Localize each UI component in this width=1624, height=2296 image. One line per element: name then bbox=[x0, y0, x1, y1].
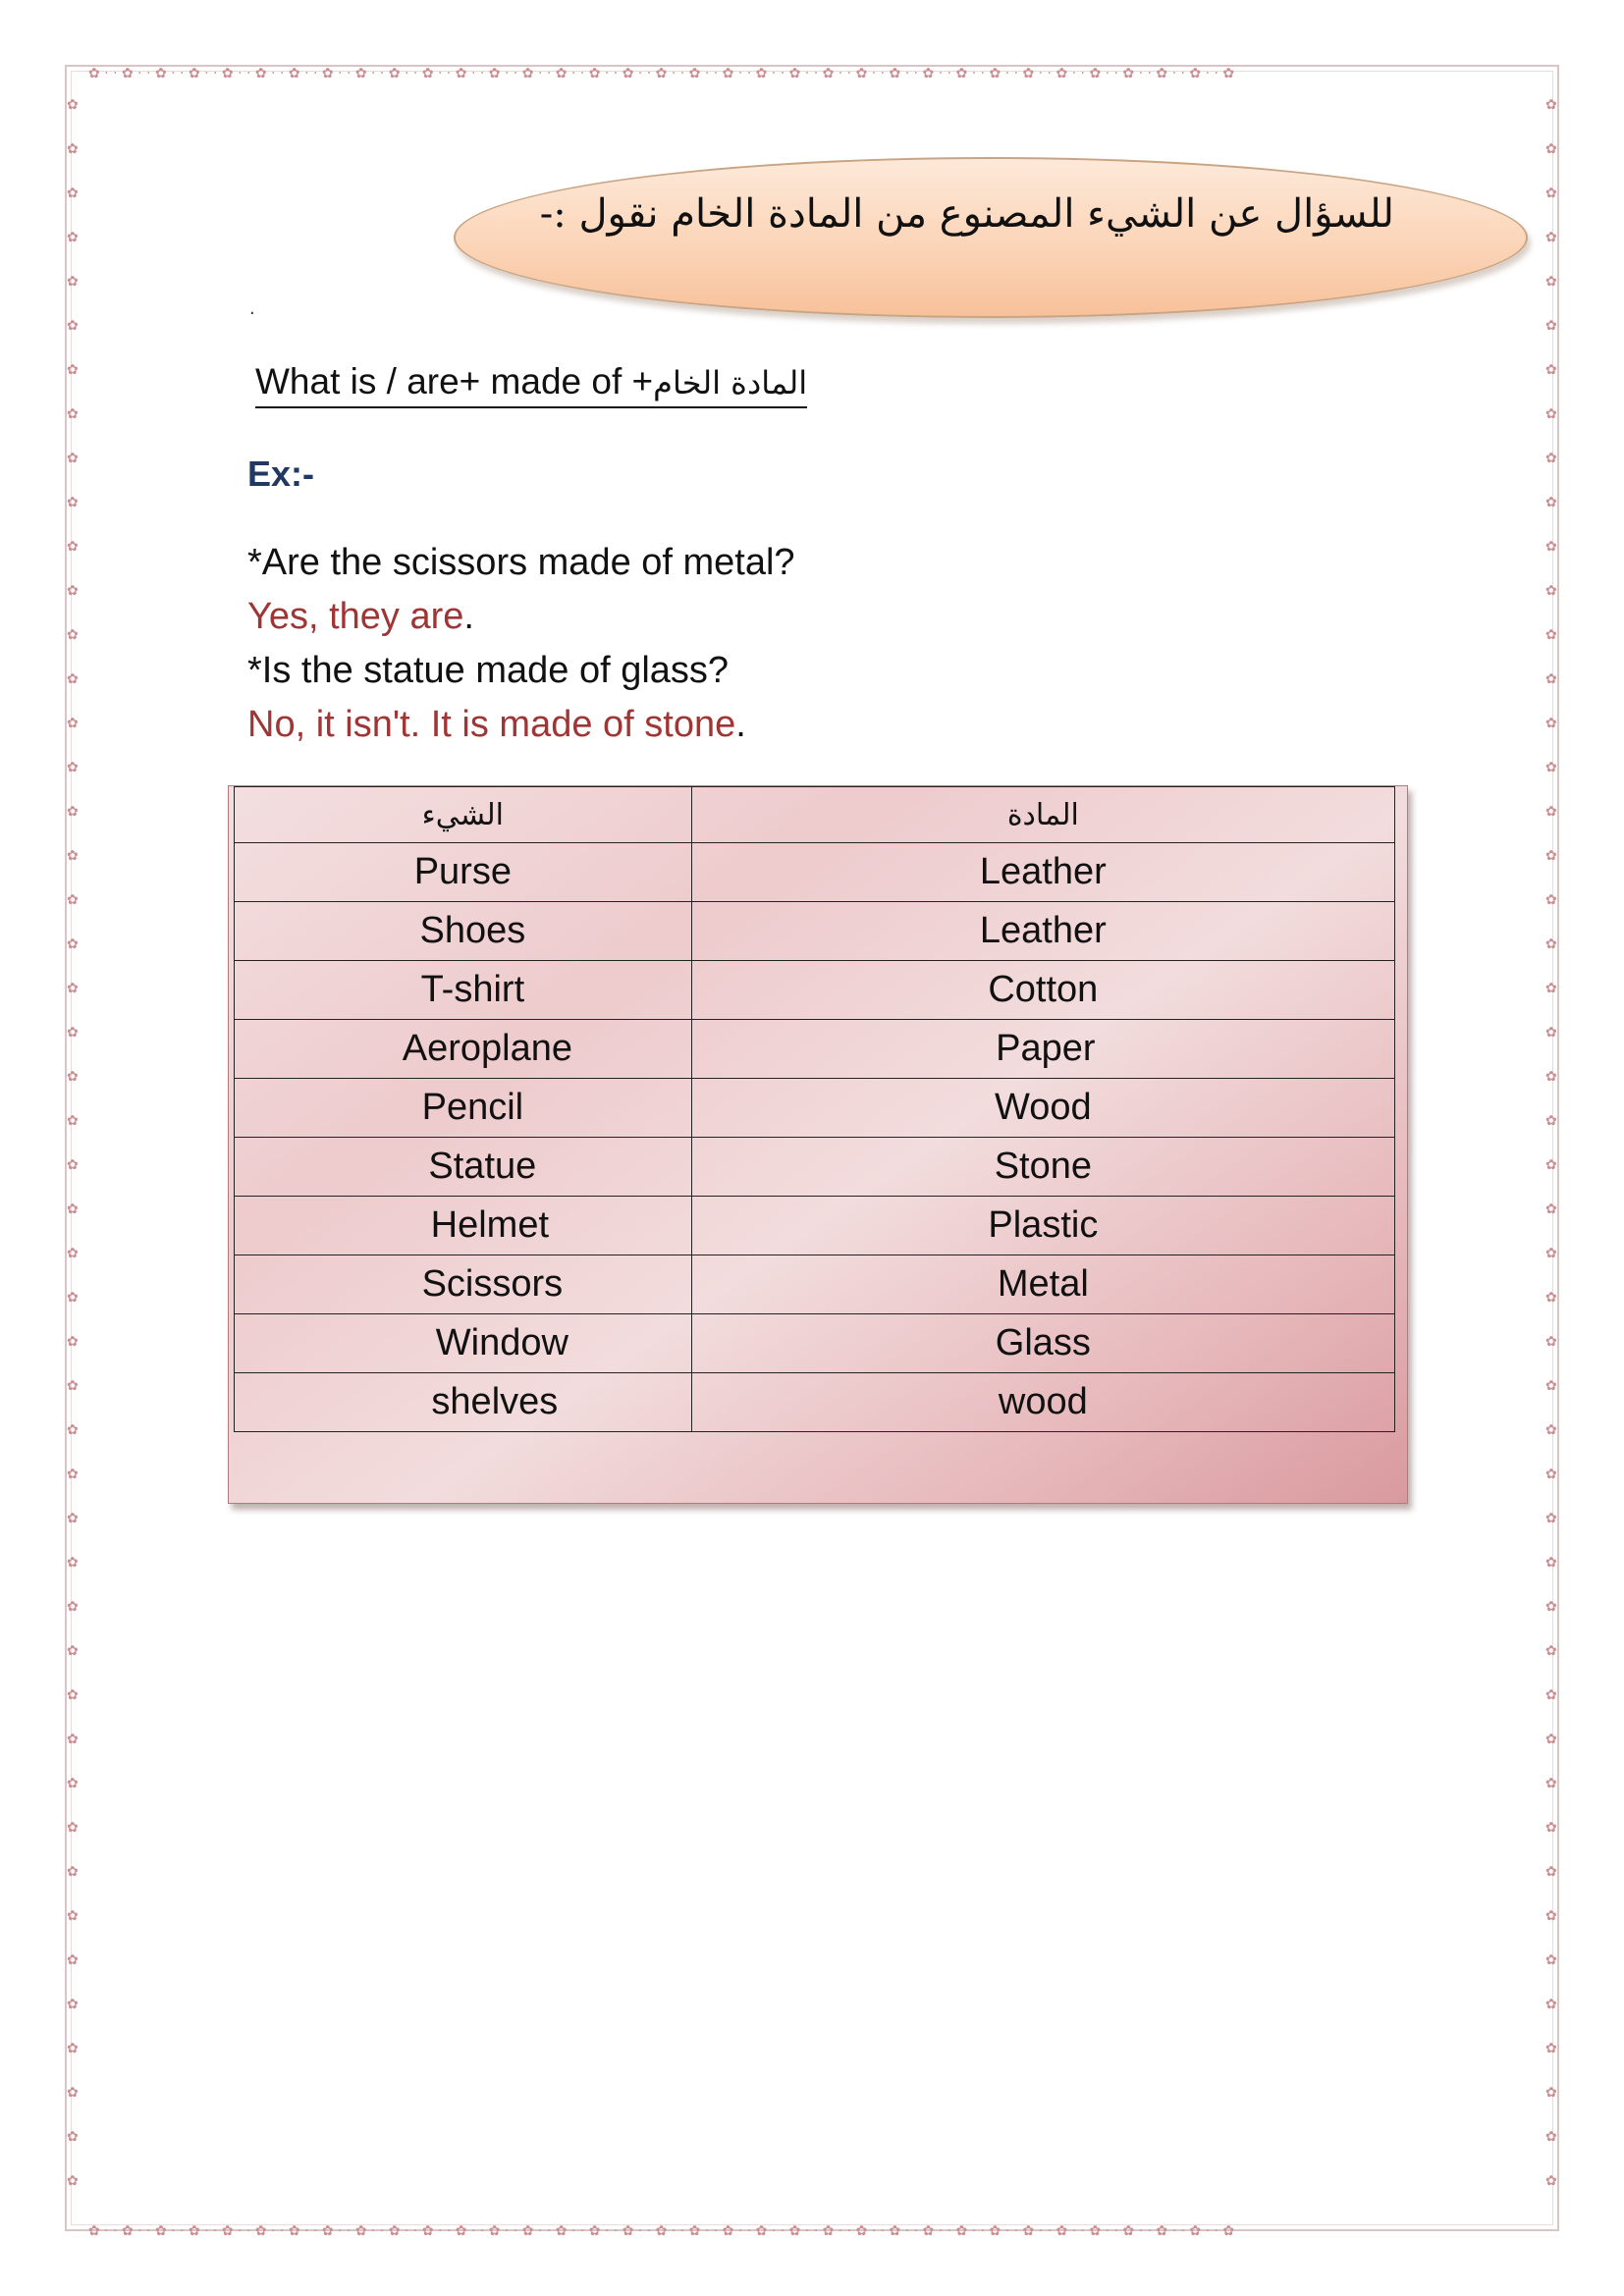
cell-object: Helmet bbox=[235, 1197, 692, 1255]
cell-material: Glass bbox=[691, 1314, 1394, 1373]
cell-object: Scissors bbox=[235, 1255, 692, 1314]
example-answer-1 bbox=[247, 596, 474, 638]
cell-material: Wood bbox=[691, 1079, 1394, 1138]
header-material: المادة bbox=[691, 787, 1394, 843]
cell-material: Plastic bbox=[691, 1197, 1394, 1255]
cell-material: Leather bbox=[691, 902, 1394, 961]
example-answer-2 bbox=[247, 704, 746, 746]
header-object: الشيء bbox=[235, 787, 692, 843]
cell-object: Window bbox=[235, 1314, 692, 1373]
table-row bbox=[235, 843, 1395, 902]
table-row bbox=[235, 1138, 1395, 1197]
cell-object: T-shirt bbox=[235, 961, 692, 1020]
cell-object: Statue bbox=[235, 1138, 692, 1197]
answer-period: . bbox=[735, 704, 746, 745]
cell-object: Pencil bbox=[235, 1079, 692, 1138]
border-dots-bottom: ✿ · · ✿ · · ✿ · · ✿ · · ✿ · · ✿ · · ✿ · · ✿ · · ✿ · · ✿ · · ✿ · · ✿ · · ✿ · · ✿ · · ✿ · · ✿ · · ✿ · · ✿ · · ✿ · · ✿ · · ✿ · · ✿ · · ✿ · · ✿ · · ✿ · · ✿ · · ✿ · · ✿ · · ✿ · · ✿ · · ✿ · · ✿ · · ✿ · · ✿ · · ✿ bbox=[88, 2223, 1235, 2239]
answer-text: No, it isn't. It is made of stone bbox=[247, 704, 736, 745]
border-dots-right: ✿ ✿ ✿ ✿ ✿ ✿ ✿ ✿ ✿ ✿ ✿ ✿ ✿ ✿ ✿ ✿ ✿ ✿ ✿ ✿ ✿ ✿ ✿ ✿ ✿ ✿ ✿ ✿ ✿ ✿ ✿ ✿ ✿ ✿ ✿ ✿ ✿ ✿ ✿ ✿ ✿ ✿ ✿ ✿ ✿ ✿ ✿ ✿ bbox=[1545, 97, 1557, 2189]
answer-period: . bbox=[463, 596, 474, 637]
materials-table-panel bbox=[228, 785, 1408, 1504]
cell-object: Aeroplane bbox=[235, 1020, 692, 1079]
answer-text: Yes, they are bbox=[247, 596, 464, 637]
dot-mark: . bbox=[249, 298, 255, 319]
materials-table bbox=[234, 786, 1395, 1432]
cell-material: Cotton bbox=[691, 961, 1394, 1020]
title-banner bbox=[454, 157, 1528, 318]
table-row bbox=[235, 902, 1395, 961]
table-row bbox=[235, 1079, 1395, 1138]
cell-object: Shoes bbox=[235, 902, 692, 961]
pattern-english: What is / are+ made of + bbox=[255, 361, 654, 401]
table-row bbox=[235, 1314, 1395, 1373]
pattern-formula bbox=[255, 361, 807, 408]
table-row bbox=[235, 961, 1395, 1020]
example-question-2: *Is the statue made of glass? bbox=[247, 650, 730, 691]
border-dots-top: ✿ · · ✿ · · ✿ · · ✿ · · ✿ · · ✿ · · ✿ · · ✿ · · ✿ · · ✿ · · ✿ · · ✿ · · ✿ · · ✿ · · ✿ · · ✿ · · ✿ · · ✿ · · ✿ · · ✿ · · ✿ · · ✿ · · ✿ · · ✿ · · ✿ · · ✿ · · ✿ · · ✿ · · ✿ · · ✿ · · ✿ · · ✿ · · ✿ · · ✿ · · ✿ bbox=[88, 66, 1235, 81]
cell-material: Paper bbox=[691, 1020, 1394, 1079]
table-row bbox=[235, 1197, 1395, 1255]
cell-object: Purse bbox=[235, 843, 692, 902]
table-header-row bbox=[235, 787, 1395, 843]
cell-object: shelves bbox=[235, 1373, 692, 1432]
pattern-arabic: المادة الخام bbox=[653, 364, 808, 401]
cell-material: wood bbox=[691, 1373, 1394, 1432]
example-question-1: *Are the scissors made of metal? bbox=[247, 542, 795, 583]
example-label: Ex:- bbox=[247, 454, 315, 494]
cell-material: Stone bbox=[691, 1138, 1394, 1197]
page-title: للسؤال عن الشيء المصنوع من المادة الخام نقول :- bbox=[539, 191, 1394, 237]
cell-material: Metal bbox=[691, 1255, 1394, 1314]
cell-material: Leather bbox=[691, 843, 1394, 902]
border-dots-left: ✿ ✿ ✿ ✿ ✿ ✿ ✿ ✿ ✿ ✿ ✿ ✿ ✿ ✿ ✿ ✿ ✿ ✿ ✿ ✿ ✿ ✿ ✿ ✿ ✿ ✿ ✿ ✿ ✿ ✿ ✿ ✿ ✿ ✿ ✿ ✿ ✿ ✿ ✿ ✿ ✿ ✿ ✿ ✿ ✿ ✿ ✿ ✿ bbox=[67, 97, 79, 2189]
table-row bbox=[235, 1373, 1395, 1432]
table-row bbox=[235, 1255, 1395, 1314]
table-row bbox=[235, 1020, 1395, 1079]
table-body bbox=[235, 843, 1395, 1432]
